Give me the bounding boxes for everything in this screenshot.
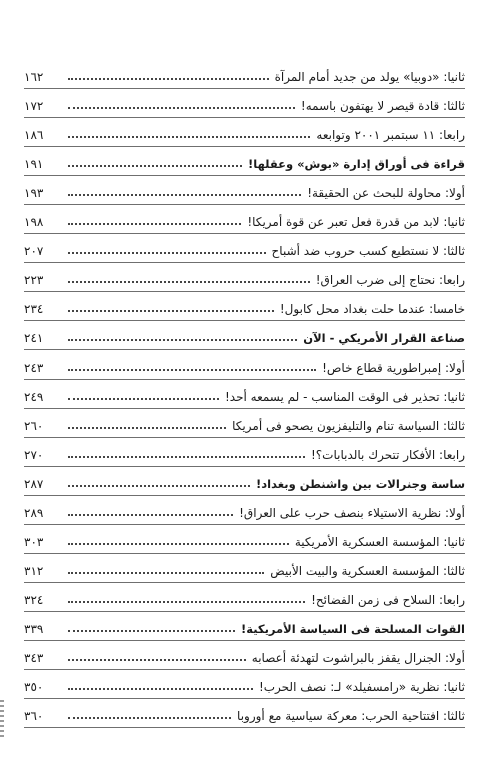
toc-entry-title: أولا: محاولة للبحث عن الحقيقة!: [307, 186, 465, 201]
toc-entry-title: ثانيا: المؤسسة العسكرية الأمريكية: [294, 534, 465, 549]
dot-leader: [68, 310, 274, 312]
page-number: ٢٤٣: [24, 360, 44, 375]
toc-section-title: ساسة وجنرالات بين واشنطن وبغداد!: [256, 476, 465, 491]
dot-leader: [68, 107, 295, 109]
page-number: ٣٤٣: [24, 650, 44, 665]
page-number: ٣٦٠: [24, 709, 44, 724]
toc-section-row: [24, 147, 465, 176]
dot-leader: [68, 456, 305, 458]
page-number: ٢٢٣: [24, 273, 44, 288]
toc-entry-row: [24, 641, 465, 670]
toc-entry-row: [24, 263, 465, 292]
toc-entry-row: [24, 670, 465, 699]
page-number: ٢٦٠: [24, 418, 44, 433]
toc-entry-row: [24, 525, 465, 554]
toc-entry-row: [24, 496, 465, 525]
toc-entry-row: [24, 350, 465, 379]
toc-entry-title: ثانيا: لابد من قدرة فعل تعبر عن قوة أمريكا!: [247, 215, 465, 230]
page-number: ٢٨٧: [24, 476, 44, 491]
dot-leader: [68, 194, 301, 196]
page-number: ١٩٣: [24, 186, 44, 201]
toc-entry-title: ثالثا: السياسة تنام والتليفزيون يصحو فى أمريكا: [232, 418, 465, 433]
toc-entry-row: [24, 699, 465, 728]
dot-leader: [68, 369, 316, 371]
toc-section-title: قراءة فى أوراق إدارة «بوش» وعقلها!: [248, 157, 465, 172]
page-number: ١٨٦: [24, 128, 44, 143]
toc-entry-row: [24, 380, 465, 409]
toc-section-row: [24, 321, 465, 350]
toc-entry-row: [24, 234, 465, 263]
page-number: ٢٣٤: [24, 302, 44, 317]
toc-section-title: صناعة القرار الأمريكي - الآن: [303, 331, 465, 346]
dot-leader: [68, 717, 231, 719]
toc-entry-row: [24, 438, 465, 467]
toc-entry-title: أولا: نظرية الاستيلاء بنصف حرب على العراق!: [239, 505, 465, 520]
page-edge-mark: [0, 700, 4, 738]
dot-leader: [68, 339, 297, 341]
page-number: ١٩١: [24, 157, 44, 172]
page-number: ٢٤٩: [24, 389, 44, 404]
toc-section-row: [24, 612, 465, 641]
page-number: ٣٣٩: [24, 621, 44, 636]
dot-leader: [68, 281, 310, 283]
page-number: ٣٥٠: [24, 680, 44, 695]
toc-entry-title: خامسا: عندما حلت بغداد محل كابول!: [279, 302, 465, 317]
toc-entry-row: [24, 205, 465, 234]
toc-entry-title: ثالثا: افتتاحية الحرب: معركة سياسية مع أوروبا: [237, 709, 465, 724]
toc-entry-title: ثانيا: تحذير فى الوقت المناسب - لم يسمعه أحد!: [224, 389, 465, 404]
toc-entry-title: أولا: الجنرال يقفز بالبراشوت لتهدئة أعصابه: [251, 650, 465, 665]
toc-entry-row: [24, 554, 465, 583]
dot-leader: [68, 223, 241, 225]
dot-leader: [68, 659, 246, 661]
toc-entry-row: [24, 292, 465, 321]
dot-leader: [68, 601, 305, 603]
dot-leader: [68, 427, 226, 429]
page-number: ٢٧٠: [24, 447, 44, 462]
toc-entry-title: ثالثا: قادة قيصر لا يهتفون باسمه!: [300, 99, 465, 114]
page-number: ١٩٨: [24, 215, 44, 230]
dot-leader: [68, 398, 219, 400]
page-number: ٢٠٧: [24, 244, 44, 259]
toc-entry-title: ثانيا: نظرية «رامسفيلد» لـ: نصف الحرب!: [258, 680, 465, 695]
toc-entry-title: ثالثا: لا نستطيع كسب حروب ضد أشباح: [271, 244, 465, 259]
toc-entry-row: [24, 60, 465, 89]
toc-entry-row: [24, 118, 465, 147]
page-number: ٢٤١: [24, 331, 44, 346]
dot-leader: [68, 165, 242, 167]
toc-entry-title: رابعا: الأفكار تتحرك بالدبابات؟!: [310, 447, 465, 462]
dot-leader: [68, 252, 266, 254]
dot-leader: [68, 630, 235, 632]
page-number: ١٧٢: [24, 99, 44, 114]
page-number: ٣١٢: [24, 563, 44, 578]
table-of-contents: [24, 60, 465, 728]
page-number: ١٦٢: [24, 70, 44, 85]
dot-leader: [68, 514, 233, 516]
dot-leader: [68, 543, 289, 545]
toc-section-title: القوات المسلحة فى السياسة الأمريكية!: [240, 621, 465, 636]
page-number: ٣٢٤: [24, 592, 44, 607]
dot-leader: [68, 572, 264, 574]
page-number: ٢٨٩: [24, 505, 44, 520]
toc-entry-row: [24, 583, 465, 612]
toc-entry-title: ثانيا: «دوبيا» يولد من جديد أمام المرآة: [274, 70, 465, 85]
toc-entry-row: [24, 89, 465, 118]
toc-entry-title: رابعا: نحتاج إلى ضرب العراق!: [315, 273, 465, 288]
toc-entry-title: رابعا: ١١ سبتمبر ٢٠٠١ وتوابعه: [316, 128, 465, 143]
dot-leader: [68, 485, 250, 487]
toc-section-row: [24, 467, 465, 496]
toc-entry-title: رابعا: السلاح فى زمن الفضائح!: [311, 592, 465, 607]
dot-leader: [68, 78, 269, 80]
toc-entry-row: [24, 409, 465, 438]
dot-leader: [68, 688, 253, 690]
toc-entry-title: أولا: إمبراطورية قطاع خاص!: [322, 360, 465, 375]
dot-leader: [68, 136, 310, 138]
toc-entry-title: ثالثا: المؤسسة العسكرية والبيت الأبيض: [270, 563, 465, 578]
page-number: ٣٠٣: [24, 534, 44, 549]
toc-entry-row: [24, 176, 465, 205]
